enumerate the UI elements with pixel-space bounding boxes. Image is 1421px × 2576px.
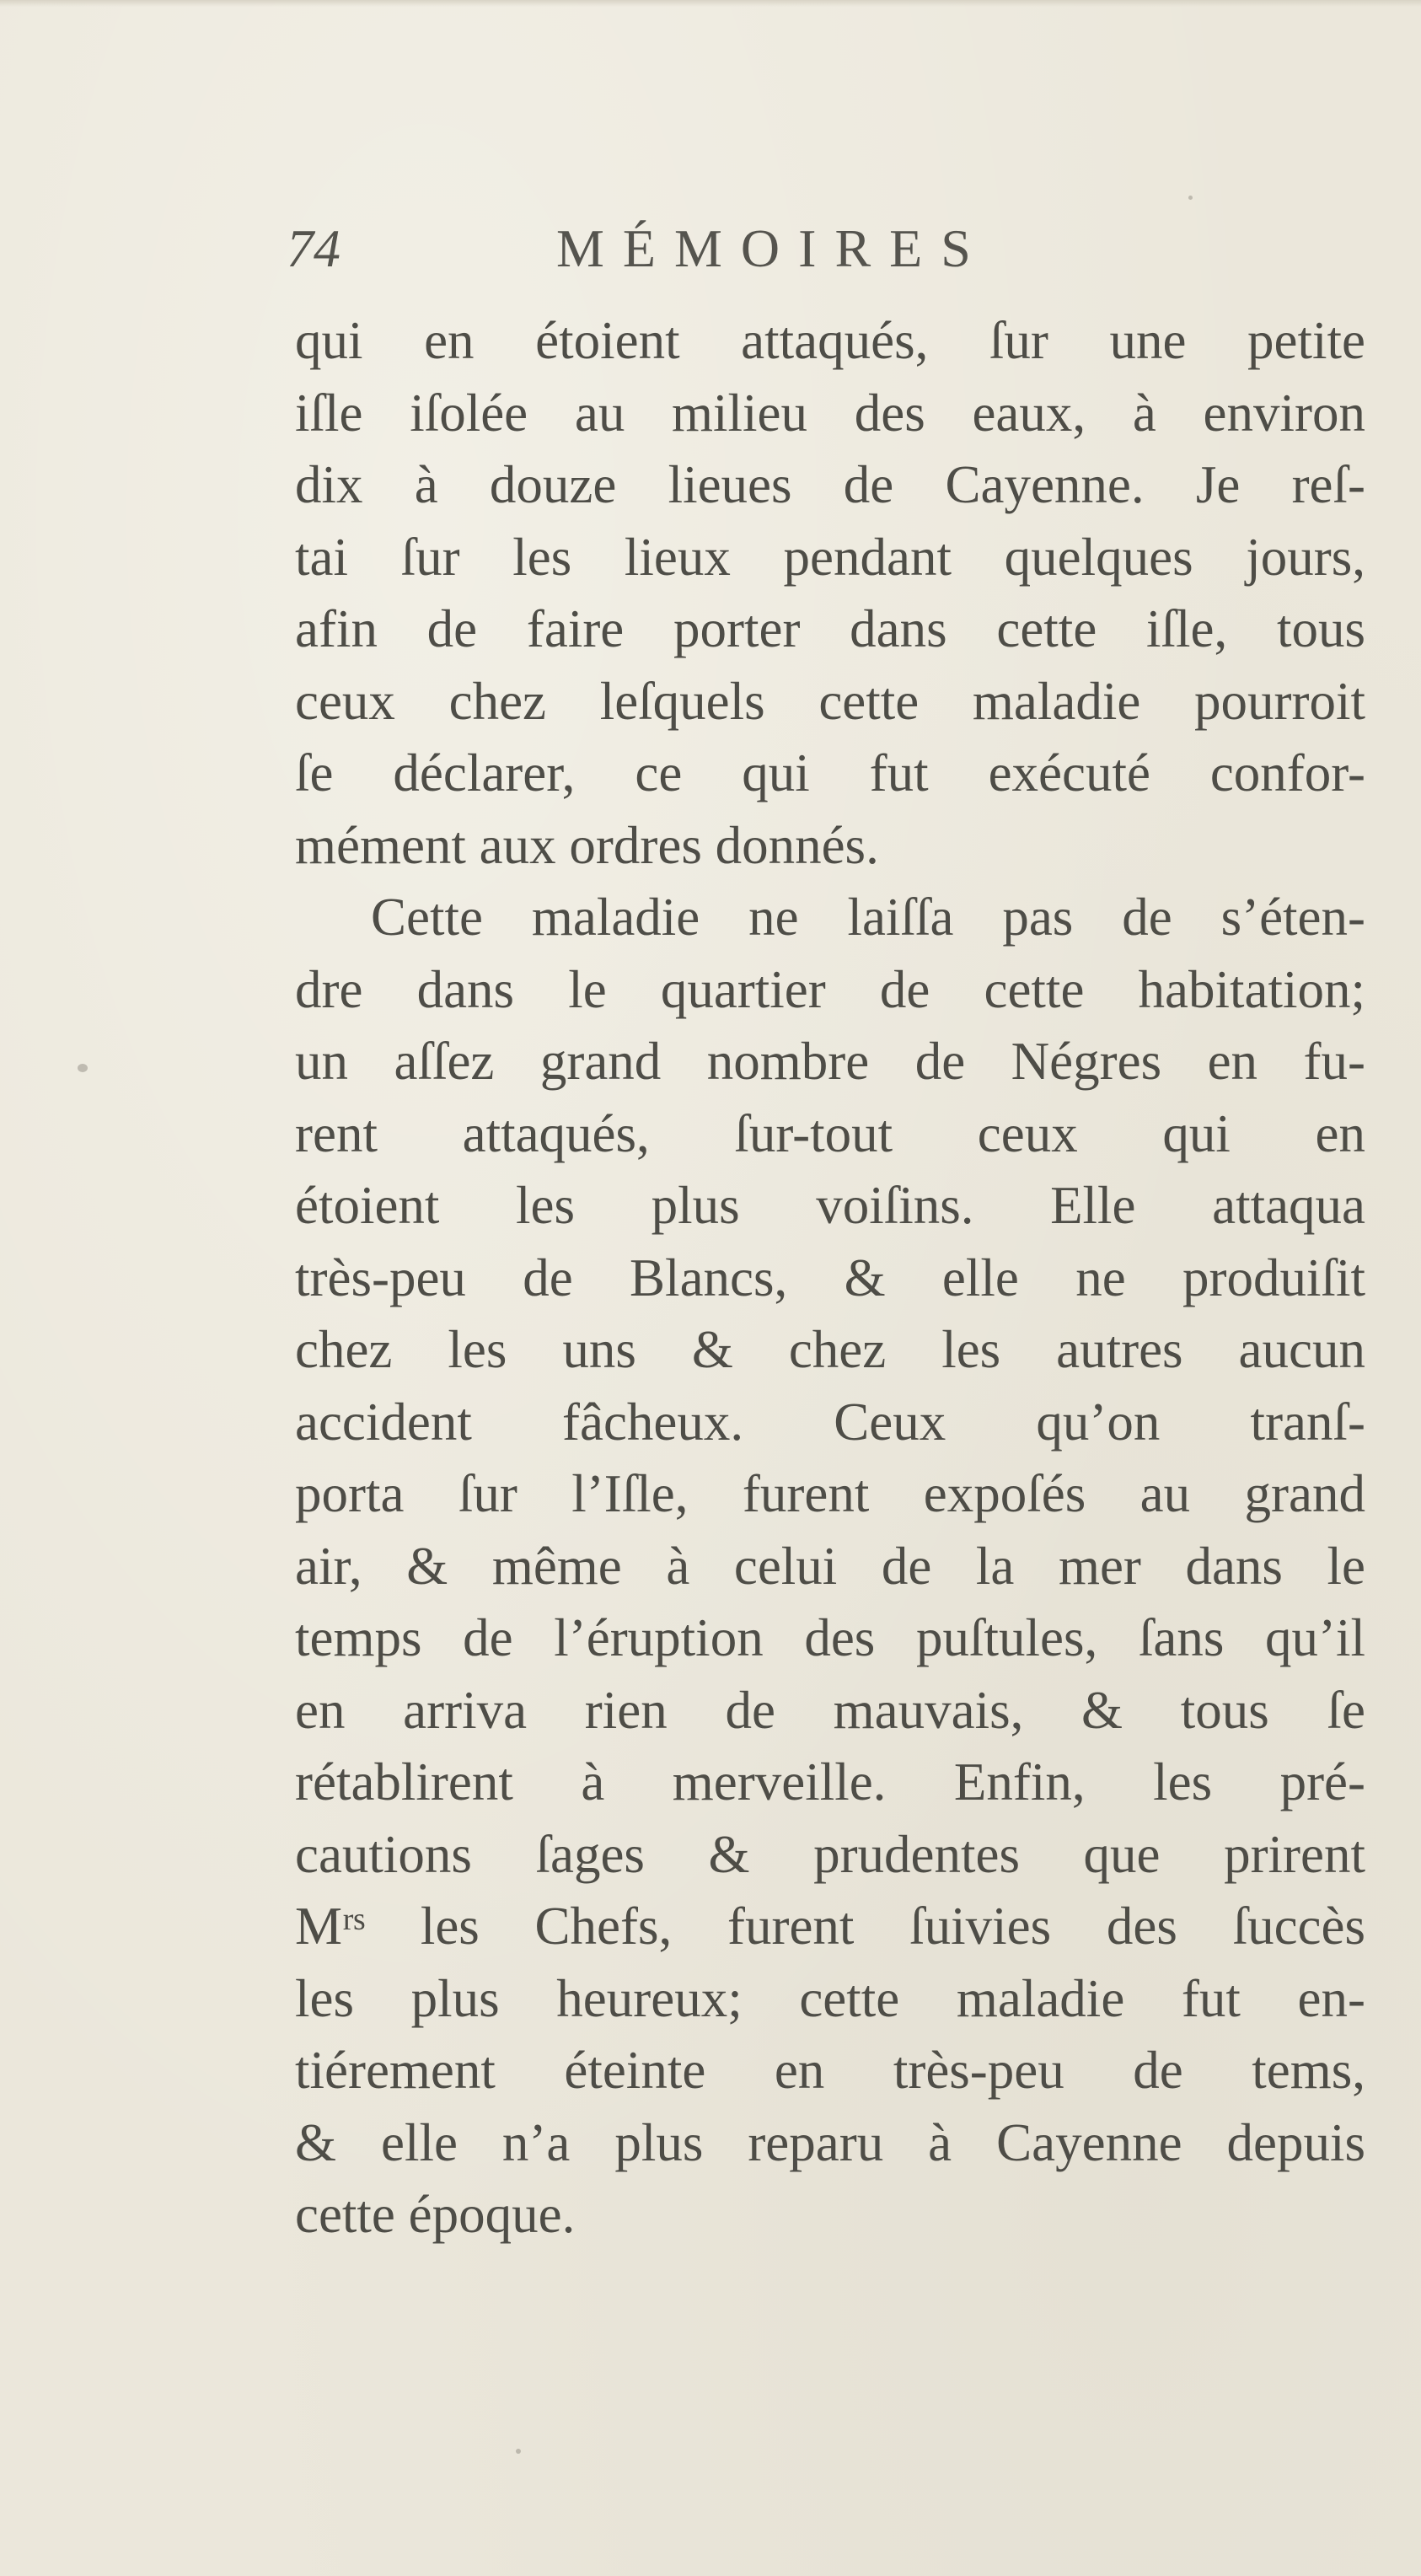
- page-top-edge: [0, 0, 1421, 7]
- text-line: très-peu de Blancs, & elle ne produiſit: [295, 1248, 1365, 1307]
- text-line: air, & même à celui de la mer dans le: [295, 1536, 1365, 1596]
- body-text: [295, 305, 1365, 2251]
- paper-speck: [1188, 196, 1193, 200]
- text-line: cette époque.: [295, 2185, 576, 2244]
- text-line: accident fâcheux. Ceux qu’on tranſ-: [295, 1392, 1365, 1452]
- page-number: 74: [287, 218, 341, 278]
- text-line: rent attaqués, ſur-tout ceux qui en: [295, 1103, 1365, 1163]
- text-line: un aſſez grand nombre de Négres en fu-: [295, 1032, 1365, 1091]
- text-line: iſle iſolée au milieu des eaux, à environ: [295, 383, 1365, 443]
- text-line: tiérement éteinte en très-peu de tems,: [295, 2041, 1365, 2100]
- text-line: porta ſur l’Iſle, furent expoſés au grand: [295, 1464, 1365, 1523]
- text-line: ſe déclarer, ce qui fut exécuté confor-: [295, 743, 1365, 802]
- text-line: dre dans le quartier de cette habitation;: [295, 959, 1365, 1019]
- text-line: qui en étoient attaqués, ſur une petite: [295, 311, 1365, 370]
- text-line: ceux chez leſquels cette maladie pourroit: [295, 671, 1365, 731]
- paper-speck: [78, 1064, 88, 1072]
- text-line: dix à douze lieues de Cayenne. Je reſ-: [295, 455, 1365, 514]
- text-line: chez les uns & chez les autres aucun: [295, 1320, 1365, 1379]
- paper-speck: [516, 2449, 521, 2454]
- text-line: cautions ſages & prudentes que prirent: [295, 1824, 1365, 1884]
- text-line: les plus heureux; cette maladie fut en-: [295, 1968, 1365, 2028]
- text-line: temps de l’éruption des puſtules, ſans qu’il: [295, 1608, 1365, 1667]
- text-line: étoient les plus voiſins. Elle attaqua: [295, 1176, 1365, 1235]
- text-line: Mʳˢ les Chefs, furent ſuivies des ſuccès: [295, 1897, 1365, 1956]
- text-line: & elle n’a plus reparu à Cayenne depuis: [295, 2112, 1365, 2172]
- text-line: Cette maladie ne laiſſa pas de s’éten-: [371, 888, 1365, 947]
- text-line: mément aux ordres donnés.: [295, 815, 879, 875]
- text-line: tai ſur les lieux pendant quelques jours,: [295, 527, 1365, 587]
- text-line: en arriva rien de mauvais, & tous ſe: [295, 1680, 1365, 1740]
- text-line: rétablirent à merveille. Enfin, les pré-: [295, 1752, 1365, 1811]
- text-line: afin de faire porter dans cette iſle, tous: [295, 599, 1365, 658]
- page-header: [287, 211, 1129, 287]
- running-title: MÉMOIRES: [556, 218, 989, 278]
